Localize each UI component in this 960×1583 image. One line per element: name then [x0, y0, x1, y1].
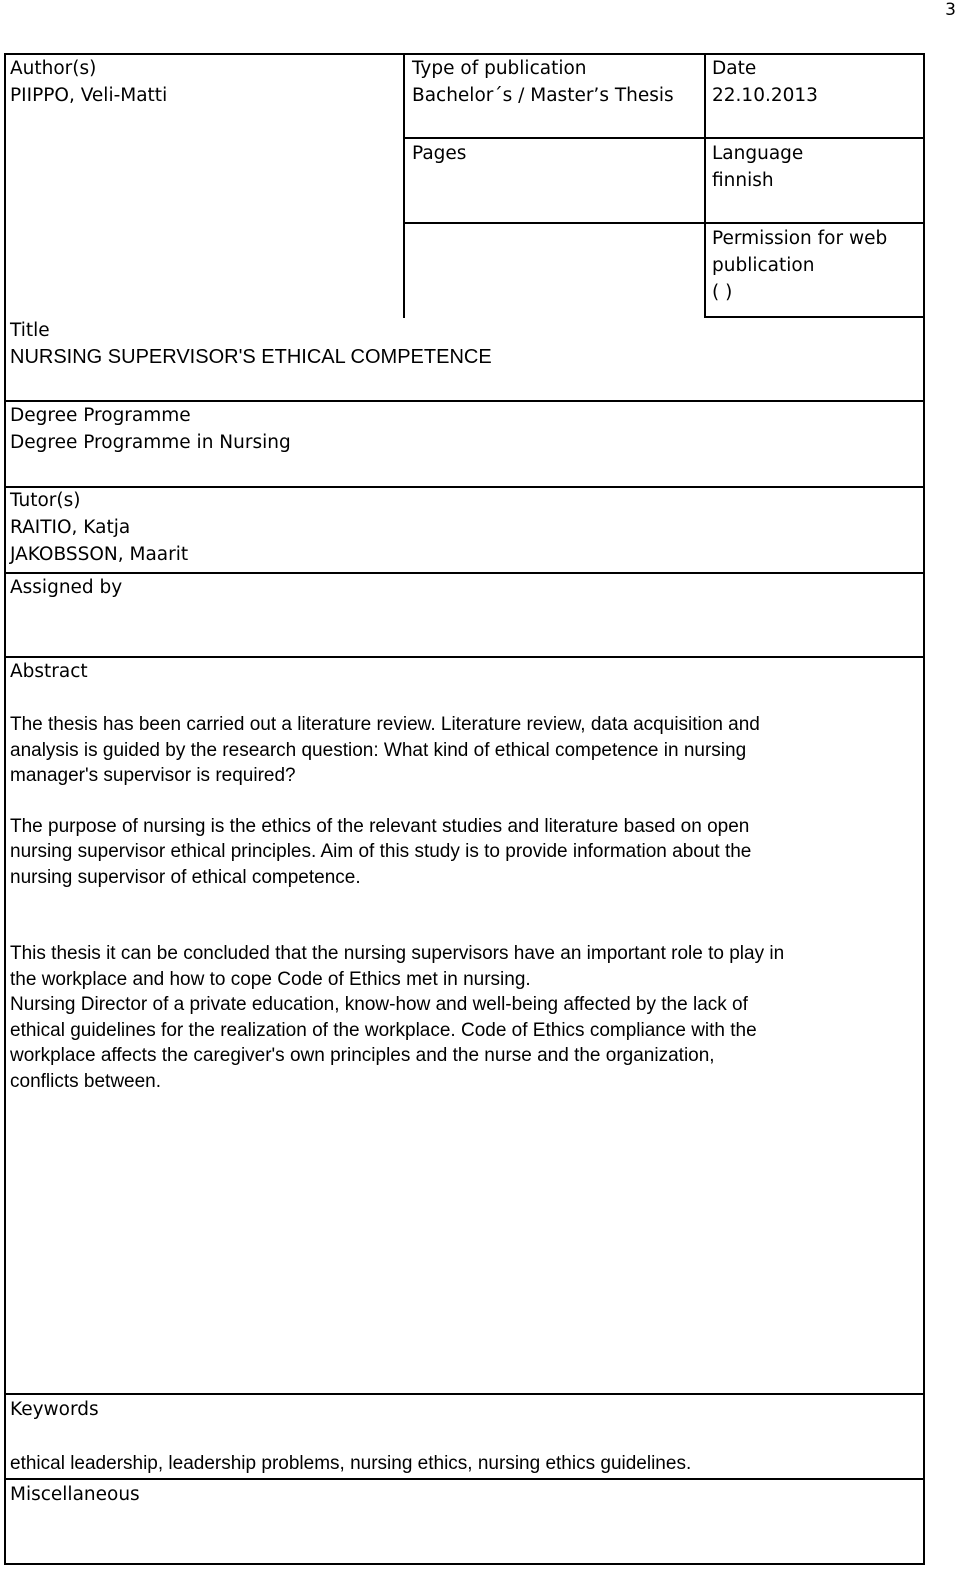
divider-row-abstract: [4, 1393, 925, 1395]
tutors-cell: [10, 487, 188, 568]
abstract-line: The thesis has been carried out a literature review. Literature review, data acquisition and: [10, 714, 760, 735]
publication-type-cell: [412, 55, 674, 109]
abstract-line: analysis is guided by the research question: What kind of ethical competence in nursing: [10, 739, 747, 761]
publication-type-label: Type of publication: [412, 58, 587, 79]
divider-row-keywords: [4, 1478, 925, 1480]
abstract-paragraph-3: [10, 941, 915, 1094]
divider-row-tutors: [4, 572, 925, 574]
title-cell: [10, 317, 492, 371]
author-cell: [10, 55, 167, 109]
divider-col-1: [403, 53, 405, 318]
miscellaneous-label: Miscellaneous: [10, 1484, 140, 1505]
divider-row-language: [403, 222, 925, 224]
assigned-by-cell: [10, 574, 122, 601]
permission-cell: [712, 225, 887, 306]
abstract-label-cell: [10, 658, 88, 685]
pages-label: Pages: [412, 143, 467, 164]
abstract-line: conflicts between.: [10, 1070, 162, 1092]
date-label: Date: [712, 58, 757, 79]
pages-cell: [412, 140, 466, 167]
abstract-label: Abstract: [10, 661, 88, 682]
degree-programme-value: Degree Programme in Nursing: [10, 432, 291, 453]
abstract-line: Nursing Director of a private education, know-how and well-being affected by the lack of: [10, 994, 748, 1015]
date-value: 22.10.2013: [712, 85, 818, 106]
tutors-label: Tutor(s): [10, 490, 81, 511]
date-cell: [712, 55, 818, 109]
language-value: finnish: [712, 170, 774, 191]
language-label: Language: [712, 143, 804, 164]
title-value: NURSING SUPERVISOR'S ETHICAL COMPETENCE: [10, 346, 492, 368]
tutor-name: JAKOBSSON, Maarit: [10, 544, 189, 565]
permission-label-line2: publication: [712, 255, 815, 276]
permission-label-line1: Permission for web: [712, 228, 888, 249]
abstract-line: This thesis it can be concluded that the nursing supervisors have an important role to play in: [10, 943, 785, 964]
divider-row-assigned: [4, 656, 925, 658]
abstract-body: [10, 712, 915, 1094]
abstract-line: ethical guidelines for the realization of the workplace. Code of Ethics compliance with the: [10, 1019, 757, 1041]
divider-row-date: [403, 137, 925, 139]
language-cell: [712, 140, 803, 194]
abstract-line: nursing supervisor of ethical competence.: [10, 866, 361, 888]
keywords-cell: [10, 1396, 99, 1423]
author-label: Author(s): [10, 58, 97, 79]
abstract-line: The purpose of nursing is the ethics of the relevant studies and literature based on open: [10, 815, 750, 837]
publication-type-value: Bachelor´s / Master’s Thesis: [412, 85, 674, 106]
assigned-by-label: Assigned by: [10, 577, 123, 598]
keywords-label: Keywords: [10, 1399, 99, 1420]
abstract-paragraph-2: [10, 814, 915, 891]
abstract-line: manager's supervisor is required?: [10, 765, 296, 786]
abstract-paragraph-1: [10, 712, 915, 789]
degree-programme-label: Degree Programme: [10, 405, 191, 426]
abstract-line: nursing supervisor ethical principles. Aim of this study is to provide information about the: [10, 841, 752, 862]
divider-row-permission: [704, 316, 925, 318]
tutor-name: RAITIO, Katja: [10, 517, 131, 538]
keywords-value: ethical leadership, leadership problems, nursing ethics, nursing ethics guidelines.: [10, 1453, 692, 1474]
divider-col-2: [704, 53, 706, 318]
degree-programme-cell: [10, 402, 291, 456]
title-label: Title: [10, 320, 50, 341]
author-value: PIIPPO, Veli-Matti: [10, 85, 168, 106]
miscellaneous-cell: [10, 1481, 140, 1508]
abstract-line: workplace affects the caregiver's own principles and the nurse and the organization,: [10, 1045, 715, 1066]
page-number: 3: [945, 0, 956, 20]
abstract-line: the workplace and how to cope Code of Ethics met in nursing.: [10, 968, 531, 990]
permission-value: ( ): [712, 282, 733, 303]
